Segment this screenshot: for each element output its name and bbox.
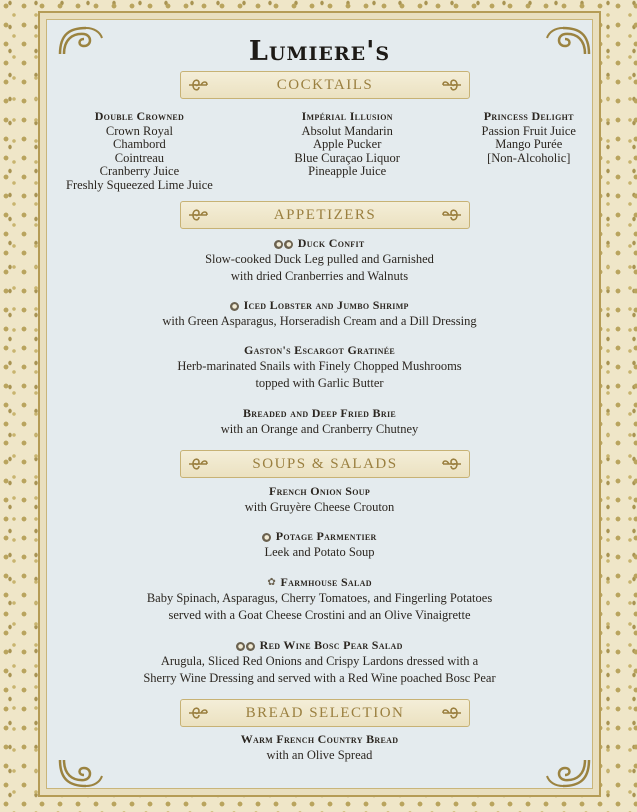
- item-name: Breaded and Deep Fried Brie: [242, 406, 396, 420]
- menu-item: [46, 236, 593, 285]
- item-description: Leek and Potato Soup: [264, 545, 375, 559]
- item-description: with Green Asparagus, Horseradish Cream and a Dill Dressing: [162, 314, 477, 328]
- item-description: with Gruyère Cheese Crouton: [244, 500, 395, 514]
- item-description: served with a Goat Cheese Crostini and an Olive Vinaigrette: [168, 608, 471, 622]
- item-name: Iced Lobster and Jumbo Shrimp: [243, 298, 409, 312]
- cocktail-item: [482, 110, 576, 192]
- item-name: Duck Confit: [297, 236, 365, 250]
- cocktail-name: Impérial Illusion: [301, 109, 393, 123]
- scroll-ornament-icon: [441, 205, 463, 225]
- ingredient: Crown Royal: [105, 123, 173, 138]
- scroll-ornament-icon: [441, 75, 463, 95]
- cocktail-columns: [66, 110, 576, 192]
- cocktail-item: [294, 110, 400, 192]
- item-description: Herb-marinated Snails with Finely Chopped Mushrooms: [177, 359, 462, 373]
- item-description: Baby Spinach, Asparagus, Cherry Tomatoes, and Fingerling Potatoes: [146, 591, 493, 605]
- dietary-badge-icon: ●: [264, 534, 270, 541]
- item-name: Farmhouse Salad: [280, 575, 372, 589]
- menu-item: [46, 298, 593, 330]
- section-title: BREAD SELECTION: [245, 705, 405, 721]
- item-description: with an Orange and Cranberry Chutney: [220, 422, 419, 436]
- item-description: with dried Cranberries and Walnuts: [230, 269, 409, 283]
- item-description: topped with Garlic Butter: [255, 376, 384, 390]
- item-name: Red Wine Bosc Pear Salad: [259, 638, 403, 652]
- dietary-badge-icon: ●: [238, 643, 244, 650]
- item-description: Sherry Wine Dressing and served with a Red Wine poached Bosc Pear: [143, 671, 496, 685]
- ingredient: Blue Curaçao Liquor: [294, 150, 400, 165]
- ingredient: [Non-Alcoholic]: [487, 150, 571, 165]
- ingredient: Chambord: [113, 137, 166, 151]
- leaf-icon: ✿: [267, 577, 277, 588]
- restaurant-title: Lumiere's: [248, 36, 391, 67]
- item-description: Slow-cooked Duck Leg pulled and Garnished: [205, 252, 434, 266]
- section-banner-soups-salads: [180, 450, 470, 478]
- ingredient: Freshly Squeezed Lime Juice: [66, 177, 213, 192]
- ingredient: Pineapple Juice: [308, 164, 387, 178]
- menu-item: [46, 529, 593, 561]
- section-title: SOUPS & SALADS: [252, 456, 398, 472]
- menu-item: [46, 575, 593, 624]
- item-name: French Onion Soup: [268, 484, 371, 498]
- menu-item: [46, 732, 593, 764]
- ingredient: Absolut Mandarin: [301, 123, 393, 138]
- item-name: Warm French Country Bread: [240, 732, 399, 746]
- cocktail-name: Princess Delight: [483, 109, 574, 123]
- menu-item: [46, 484, 593, 516]
- ingredient: Cranberry Juice: [99, 164, 180, 178]
- section-banner-cocktails: [180, 71, 470, 99]
- menu-item: [46, 343, 593, 392]
- cocktail-name: Double Crowned: [94, 109, 185, 123]
- item-name: Gaston's Escargot Gratinée: [243, 343, 396, 357]
- ingredient: Passion Fruit Juice: [481, 123, 576, 138]
- scroll-ornament-icon: [441, 703, 463, 723]
- dietary-badge-icon: ●: [276, 241, 282, 248]
- item-name: Potage Parmentier: [275, 529, 377, 543]
- section-title: COCKTAILS: [276, 77, 374, 93]
- item-description: with an Olive Spread: [266, 748, 373, 762]
- section-title: APPETIZERS: [273, 207, 377, 223]
- dietary-badge-icon: ●: [286, 241, 292, 248]
- cocktail-item: [66, 110, 213, 192]
- menu-item: [46, 638, 593, 687]
- scroll-ornament-icon: [441, 454, 463, 474]
- item-description: Arugula, Sliced Red Onions and Crispy Lardons dressed with a: [160, 654, 479, 668]
- menu-item: [46, 406, 593, 438]
- ingredient: Mango Purée: [495, 137, 563, 151]
- section-banner-appetizers: [180, 201, 470, 229]
- ingredient: Cointreau: [114, 150, 165, 165]
- ingredient: Apple Pucker: [312, 137, 382, 151]
- dietary-badge-icon: ●: [248, 643, 254, 650]
- dietary-badge-icon: ●: [231, 303, 238, 310]
- section-banner-bread: [180, 699, 470, 727]
